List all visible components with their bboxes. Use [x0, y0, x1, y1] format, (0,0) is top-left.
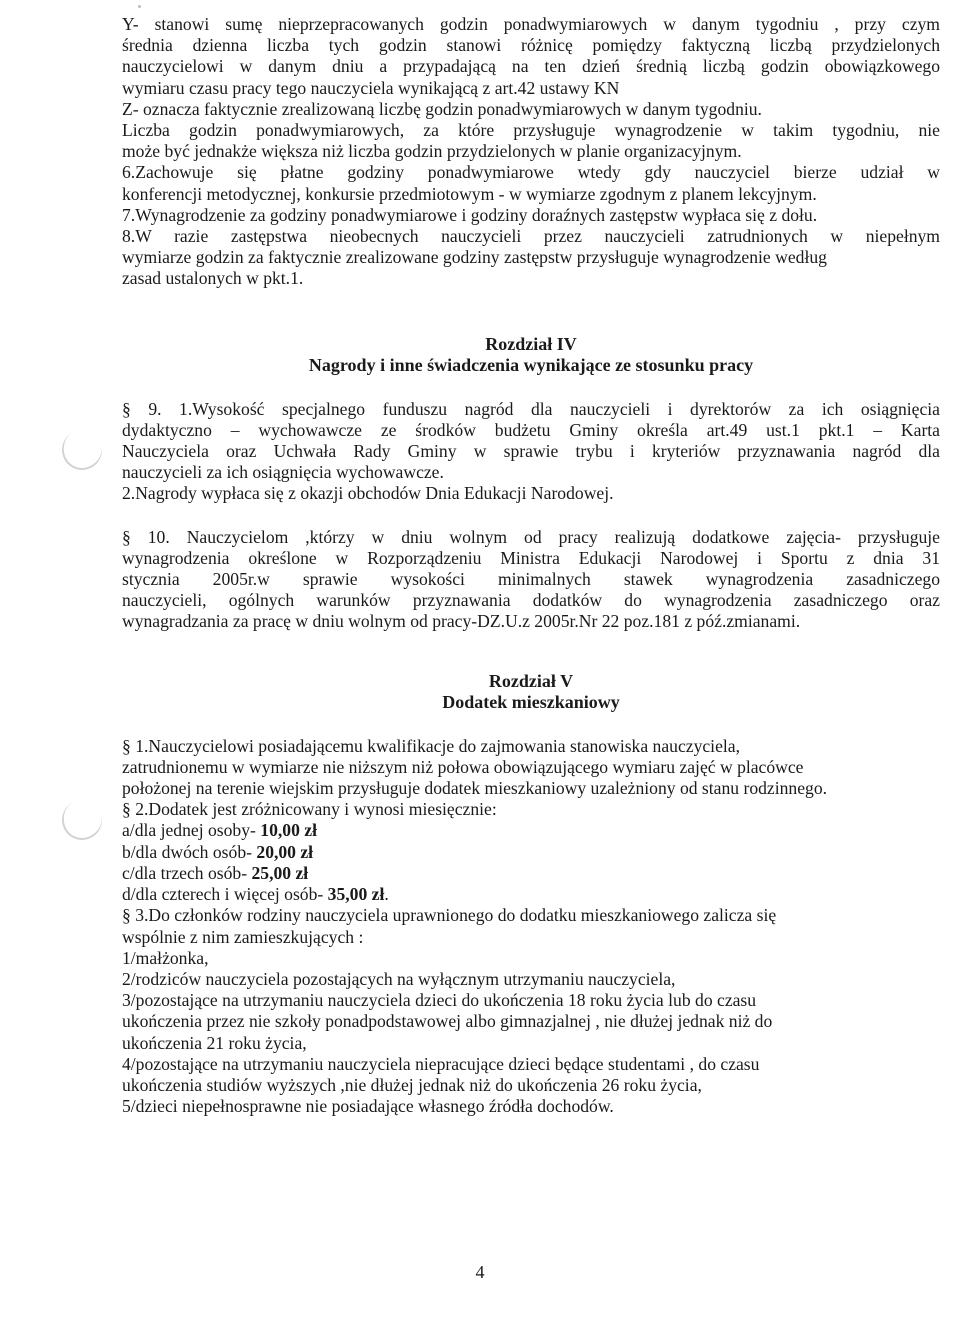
- chapter-heading: [122, 334, 940, 377]
- text-line: położonej na terenie wiejskim przysługuje dodatek mieszkaniowy uzależniony od stanu rodzinnego.: [122, 778, 828, 799]
- text-line: 6.Zachowuje się płatne godziny ponadwymiarowe wtedy gdy nauczyciel bierze udział w: [122, 162, 940, 183]
- section-paragraph: [122, 905, 940, 1117]
- paragraph-continuation: [122, 14, 940, 290]
- text-line: dydaktyczno – wychowawcze ze środków budżetu Gminy określa art.49 ust.1 pkt.1 – Karta: [122, 419, 940, 440]
- text-line: 1/małżonka,: [122, 947, 209, 968]
- text-line: wynagrodzenia określone w Rozporządzeniu Ministra Edukacji Narodowej i Sportu z dnia 31: [122, 547, 940, 568]
- text-line: 4/pozostające na utrzymaniu nauczyciela niepracujące dzieci będące studentami , do czasu: [122, 1053, 760, 1074]
- chapter-title: Rozdział V: [488, 670, 574, 691]
- page-number: 4: [475, 1262, 485, 1282]
- allowance-amount: 25,00 zł: [251, 862, 309, 883]
- punch-hole-mark: [56, 424, 107, 475]
- text-line: 7.Wynagrodzenie za godziny ponadwymiarowe i godziny doraźnych zastępstw wypłaca się z dołu.: [122, 204, 818, 225]
- text-line: ukończenia 21 roku życia,: [122, 1032, 307, 1053]
- text-line: 5/dzieci niepełnosprawne nie posiadające własnego źródła dochodów.: [122, 1096, 614, 1117]
- allowance-item: [122, 820, 940, 841]
- allowance-amount: 35,00 zł: [327, 884, 385, 905]
- text-line: 3/pozostające na utrzymaniu nauczyciela dzieci do ukończenia 18 roku życia lub do czasu: [122, 990, 757, 1011]
- text-line: stycznia 2005r.w sprawie wysokości minimalnych stawek wynagrodzenia zasadniczego: [122, 569, 940, 590]
- allowance-item: [122, 842, 940, 863]
- text-line: wynagradzania za pracę w dniu wolnym od pracy-DZ.U.z 2005r.Nr 22 poz.181 z póź.zmianami.: [122, 611, 801, 632]
- text-line: Liczba godzin ponadwymiarowych, za które przysługuje wynagrodzenie w takim tygodniu, nie: [122, 120, 940, 141]
- allowance-item: d/dla czterech i więcej osób- 35,00 zł.: [122, 884, 389, 905]
- text-line: konferencji metodycznej, konkursie przedmiotowym - w wymiarze zgodnym z planem lekcyjnym.: [122, 183, 817, 204]
- section-paragraph: [122, 736, 940, 800]
- section-paragraph: [122, 399, 940, 505]
- text-line: Y- stanowi sumę nieprzepracowanych godzin ponadwymiarowych w danym tygodniu , przy czym: [122, 14, 940, 34]
- text-line: ukończenia studiów wyższych ,nie dłużej jednak niż do ukończenia 26 roku życia,: [122, 1074, 702, 1095]
- text-line: § 9. 1.Wysokość specjalnego funduszu nagród dla nauczycieli i dyrektorów za ich osiągnięcia: [122, 398, 940, 419]
- text-line: 2.Nagrody wypłaca się z okazji obchodów Dnia Edukacji Narodowej.: [122, 483, 614, 504]
- text-line: średnia dzienna liczba tych godzin stanowi różnicę pomiędzy faktyczną liczbą przydzielonych: [122, 35, 940, 56]
- allowance-item: [122, 863, 940, 884]
- text-line: 2/rodziców nauczyciela pozostających na wyłącznym utrzymaniu nauczyciela,: [122, 968, 676, 989]
- text-line: 8.W razie zastępstwa nieobecnych nauczycieli przez nauczycieli zatrudnionych w niepełnym: [122, 226, 940, 247]
- text-line: zasad ustalonych w pkt.1.: [122, 268, 304, 289]
- allowance-label: a/dla jednej osoby-: [122, 820, 261, 841]
- text-line: zatrudnionemu w wymiarze nie niższym niż połowa obowiązującego wymiaru zajęć w placówce: [122, 756, 804, 777]
- chapter-heading: [122, 671, 940, 714]
- allowance-label: d/dla czterech i więcej osób-: [122, 884, 328, 905]
- text-line: § 3.Do członków rodziny nauczyciela uprawnionego do dodatku mieszkaniowego zalicza się: [122, 905, 777, 926]
- text-line: § 1.Nauczycielowi posiadającemu kwalifikacje do zajmowania stanowiska nauczyciela,: [122, 735, 740, 756]
- text-line: wymiaru czasu pracy tego nauczyciela wynikającą z art.42 ustawy KN: [122, 77, 620, 98]
- allowance-amount: 20,00 zł: [256, 841, 314, 862]
- text-line: Z- oznacza faktycznie zrealizowaną liczbę godzin ponadwymiarowych w danym tygodniu.: [122, 98, 762, 119]
- allowance-label: b/dla dwóch osób-: [122, 841, 257, 862]
- text-line: wymiarze godzin za faktycznie zrealizowane godziny zastępstw przysługuje wynagrodzenie według: [122, 247, 827, 268]
- allowance-label: c/dla trzech osób-: [122, 862, 252, 883]
- punch-hole-mark: [56, 794, 107, 845]
- document-body: [122, 14, 940, 1117]
- text-line: wspólnie z nim zamieszkujących :: [122, 926, 364, 947]
- text-line: Nauczyciela oraz Uchwała Rady Gminy w sprawie trybu i kryteriów przyznawania nagród dla: [122, 441, 940, 462]
- text-line: § 10. Nauczycielom ,którzy w dniu wolnym od pracy realizują dodatkowe zajęcia- przysługuje: [122, 526, 940, 547]
- text-line: nauczycieli za ich osiągnięcia wychowawcze.: [122, 462, 444, 483]
- text-line: nauczycieli, ogólnych warunków przyznawania dodatków do wynagrodzenia zasadniczego oraz: [122, 590, 940, 611]
- chapter-title: Rozdział IV: [485, 333, 577, 354]
- text-line: może być jednakże większa niż liczba godzin przydzielonych w planie organizacyjnym.: [122, 141, 742, 162]
- section-paragraph: [122, 799, 940, 905]
- text-line: § 2.Dodatek jest zróżnicowany i wynosi miesięcznie:: [122, 799, 497, 820]
- chapter-subtitle: Nagrody i inne świadczenia wynikające ze stosunku pracy: [308, 355, 754, 376]
- section-paragraph: [122, 527, 940, 633]
- scan-speck: [138, 5, 141, 8]
- allowance-amount: 10,00 zł: [260, 820, 317, 841]
- text-line: nauczycielowi w danym dniu a przypadającą na ten dzień średnią liczbą godzin obowiązkowego: [122, 56, 940, 77]
- chapter-subtitle: Dodatek mieszkaniowy: [442, 692, 620, 713]
- text-line: ukończenia przez nie szkoły ponadpodstawowej albo gimnazjalnej , nie dłużej jednak niż do: [122, 1011, 773, 1032]
